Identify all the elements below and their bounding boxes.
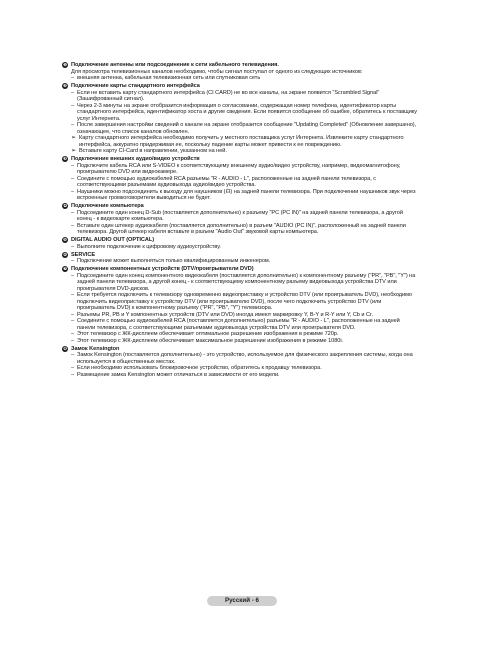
- section-number-icon: ❺: [63, 237, 67, 243]
- section-3: [62, 156, 418, 202]
- section-title: Подключение компьютера: [71, 203, 144, 209]
- note-arrow-icon: ➢: [71, 148, 76, 154]
- section-title: Подключение внешних аудио/видео устройств: [71, 156, 200, 162]
- bullet-list: [62, 163, 418, 202]
- section-7: [62, 266, 418, 344]
- section-number-icon: ❹: [63, 203, 67, 209]
- bullet-list: [62, 90, 418, 136]
- list-item: – После завершения настройки сведений о канале на экране отобразится сообщение "Updating Completed" (Обновление завершено), означающее, что список каналов обновлен.: [62, 122, 418, 135]
- list-item: – Соедините с помощью аудиокабелей RCA (поставляется дополнительно) разъемы "R - AUDIO - L", расположенные на задней панели телевизора, с соответствующими разъемами аудиовыхода устройства DTV или проигрывателя DVD.: [62, 318, 418, 331]
- section-number-icon: ❶: [63, 62, 67, 68]
- list-item: – Замок Kensington (поставляется дополнительно) - это устройство, используемое для физического закрепления системы, когда она используется в общественных местах.: [62, 352, 418, 365]
- page-number-badge: Русский - 6: [207, 596, 277, 606]
- list-item: – Подключите кабель RCA или S-VIDEO к соответствующему внешнему аудио/видео устройству, например, видеомагнитофону, проигрывателю DVD или видеокамере.: [62, 163, 418, 176]
- list-item: – Вставьте один штекер аудиокабеля (поставляется дополнительно) в разъем "AUDIO (PC IN)", расположенный на задней панели телевизора. Другой штекер кабеля вставьте в разъем "Audio Out" звуковой карты компьютера.: [62, 223, 418, 236]
- list-item: – Если необходимо использовать блокировочное устройство, обратитесь к продавцу телевизора.: [62, 365, 418, 372]
- note-text: Вставьте карту CI-Card в направлении, указанном на ней.: [79, 148, 227, 154]
- section-number-icon: ❽: [63, 345, 67, 351]
- section-heading: [62, 62, 418, 69]
- bullet-list: [62, 258, 418, 265]
- list-item: – Разъемы PR, PB и Y компонентных устройств (DTV или DVD) иногда имеют маркировку Y, B-Y и R-Y или Y, Cb и Cr.: [62, 312, 418, 319]
- list-item: – Подсоедините один конец D-Sub (поставляется дополнительно) к разъему "PC (PC IN)" на задней панели телевизора, а другой конец - к видеокарте компьютера.: [62, 210, 418, 223]
- section-title: DIGITAL AUDIO OUT (OPTICAL): [71, 237, 155, 243]
- section-paragraph: Для просмотра телевизионных каналов необходимо, чтобы сигнал поступал от одного из следующих источников:: [71, 68, 363, 75]
- list-item: – Наушники можно подсоединить к выходу для наушников (☊) на задней панели телевизора. При подключении наушников звук через встроенные громкоговорители выводиться не будет.: [62, 189, 418, 202]
- list-item: – Выполните подключение к цифровому аудиоустройству.: [62, 244, 418, 251]
- note: [62, 148, 418, 155]
- bullet-list: [62, 244, 418, 251]
- bullet-list: [62, 273, 418, 345]
- list-item: – Через 2-3 минуты на экране отобразится информация о согласовании, содержащая номер телефона, идентификатор карты стандартного интерфейса, идентификатор хоста и другие сведения. Если появится сообщение об ошибке, обратитесь к поставщику услуг Интернета.: [62, 103, 418, 123]
- note-arrow-icon: ➢: [71, 135, 76, 141]
- section-number-icon: ❸: [63, 156, 67, 162]
- list-item: – Если не вставить карту стандартного интерфейса (CI CARD) не во все каналы, на экране появится "Scrambled Signal" (Зашифрованный сигнал).: [62, 90, 418, 103]
- section-title: Замок Kensington: [71, 345, 120, 352]
- bullet-list: [62, 352, 418, 378]
- bullet-list: [62, 75, 418, 82]
- bullet-list: [62, 210, 418, 236]
- section-4: [62, 203, 418, 236]
- section-number-icon: ❼: [63, 266, 67, 272]
- list-item: – Подсоедините один конец компонентного видеокабеля (поставляется дополнительно) к компонентному разъему ("PR", "PB", "Y") на задней панели телевизора, а другой конец - к соответствующему компонентному разъему видеовыхода устройства DTV или проигрывателя DVD-дисков.: [62, 273, 418, 293]
- section-number-icon: ❷: [63, 83, 67, 89]
- document-body: [62, 62, 418, 380]
- section-title: Подключение компонентных устройств (DTV/проигрыватели DVD): [71, 266, 254, 272]
- list-item: – Соедините с помощью аудиокабелей RCA разъемы "R - AUDIO - L", расположенные на задней панели телевизора, с соответствующими разъемами аудиовыхода аудио/видео устройства.: [62, 176, 418, 189]
- section-title: SERVICE: [71, 251, 96, 258]
- section-5: [62, 237, 418, 250]
- section-6: [62, 252, 418, 265]
- section-1: [62, 62, 418, 82]
- list-item: – Этот телевизор с ЖК-дисплеем обеспечивает максимальное разрешение изображения в режиме 1080i.: [62, 338, 418, 345]
- page-footer: [0, 596, 484, 607]
- list-item: – Если требуется подключить к телевизору одновременно видеоприставку и устройство DTV (или проигрыватель DVD), необходимо подключить видеоприставку к устройству DTV (или проигрывателю DVD), после чего подключить устройство DTV (или проигрыватель DVD) к компонентному разъему ("PR", "PB", "Y") телевизора.: [62, 292, 418, 312]
- list-item: – Этот телевизор с ЖК-дисплеем обеспечивает оптимальное разрешение изображения в режиме 720p.: [62, 331, 418, 338]
- section-title: Подключение антенны или подсоединение к сети кабельного телевидения.: [71, 62, 279, 68]
- list-item: – внешняя антенна, кабельная телевизионная сеть или спутниковая сеть: [62, 75, 418, 82]
- list-item: – Размещение замка Kensington может отличаться в зависимости от его модели.: [62, 372, 418, 379]
- section-8: [62, 346, 418, 379]
- note: [62, 135, 418, 148]
- section-title: Подключение карты стандартного интерфейса: [71, 83, 200, 89]
- note-text: Карту стандартного интерфейса необходимо получить у местного поставщика услуг Интернета. Извлеките карту стандартного интерфейса, аккуратно придерживая ее, поскольку падение карты может привести к ее повреждению.: [79, 135, 404, 148]
- list-item: – Подключение может выполняться только квалифицированным инженером.: [62, 258, 418, 265]
- section-2: [62, 83, 418, 155]
- section-number-icon: ❻: [63, 251, 67, 257]
